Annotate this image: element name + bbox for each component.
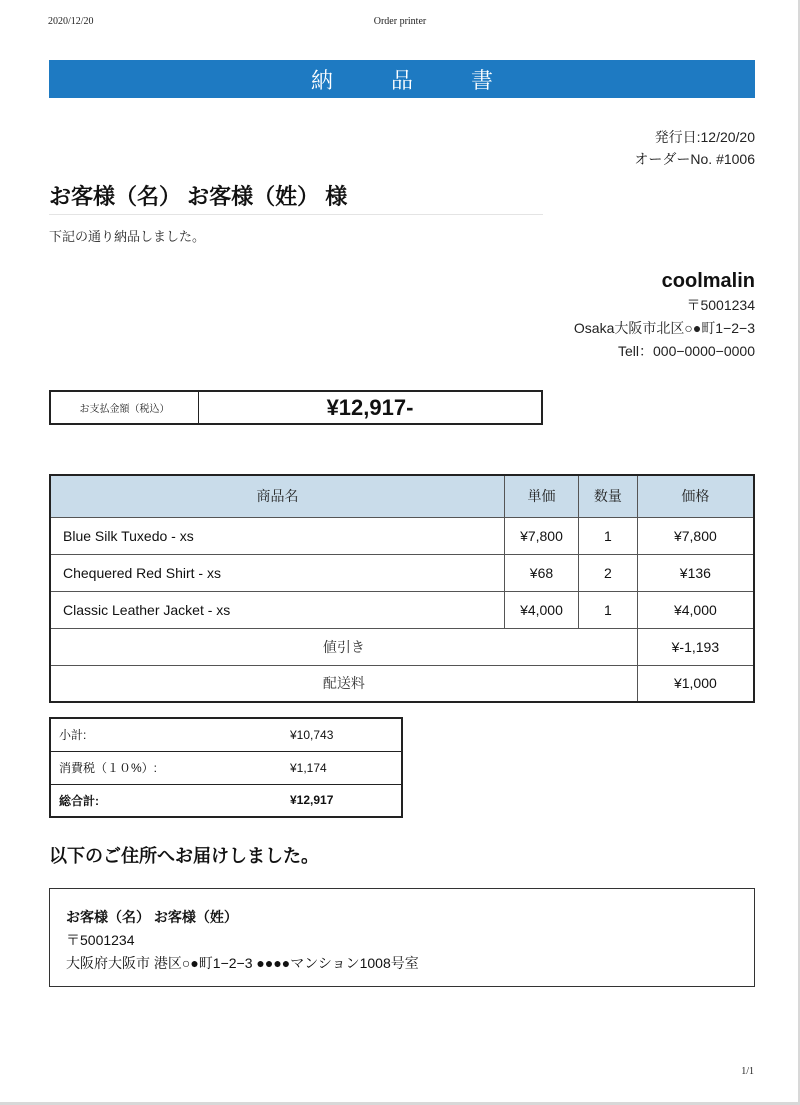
discount-row <box>50 628 754 665</box>
header-unit-price: 単価 <box>505 475 579 517</box>
tax-row <box>50 751 402 784</box>
item-unit-price: ¥68 <box>505 554 579 591</box>
grand-total-value: ¥12,917 <box>290 784 402 817</box>
document-meta <box>634 126 755 170</box>
item-total: ¥136 <box>637 554 754 591</box>
summary-table <box>49 717 403 818</box>
shop-info <box>574 268 755 363</box>
header-product-name: 商品名 <box>50 475 505 517</box>
shop-postal: 〒5001234 <box>686 297 755 313</box>
shipping-label: 配送料 <box>50 665 637 702</box>
page-number: 1/1 <box>741 1066 754 1077</box>
discount-label: 値引き <box>50 628 637 665</box>
delivery-heading: 以下のご住所へお届けしました。 <box>49 846 319 866</box>
grand-total-row <box>50 784 402 817</box>
delivery-postal: 〒5001234 <box>66 932 135 948</box>
table-row <box>50 554 754 591</box>
item-quantity: 2 <box>578 554 637 591</box>
item-quantity: 1 <box>578 591 637 628</box>
shipping-row <box>50 665 754 702</box>
item-unit-price: ¥7,800 <box>505 517 579 554</box>
document-title: 納 品 書 <box>49 60 755 98</box>
delivery-name: お客様（名） お客様（姓） <box>66 909 238 925</box>
print-title: Order printer <box>373 16 427 27</box>
item-name: Chequered Red Shirt - xs <box>50 554 505 591</box>
item-total: ¥7,800 <box>637 517 754 554</box>
subtotal-row <box>50 718 402 751</box>
intro-text: 下記の通り納品しました。 <box>49 229 206 244</box>
shop-name: coolmalin <box>661 270 755 292</box>
tax-value: ¥1,174 <box>290 751 402 784</box>
table-row <box>50 591 754 628</box>
item-quantity: 1 <box>578 517 637 554</box>
delivery-address: 大阪府大阪市 港区○●町1−2−3 ●●●●マンション1008号室 <box>66 955 419 971</box>
item-unit-price: ¥4,000 <box>505 591 579 628</box>
customer-name: お客様（名） お客様（姓） 様 <box>49 184 348 209</box>
customer-divider <box>49 214 543 215</box>
item-name: Classic Leather Jacket - xs <box>50 591 505 628</box>
tax-label: 消費税（１０%）: <box>50 751 290 784</box>
delivery-address-box <box>49 888 755 987</box>
subtotal-label: 小計: <box>50 718 290 751</box>
shipping-value: ¥1,000 <box>637 665 754 702</box>
item-name: Blue Silk Tuxedo - xs <box>50 517 505 554</box>
table-row <box>50 517 754 554</box>
issue-date: 発行日:12/20/20 <box>654 129 755 145</box>
payment-amount-box <box>49 390 543 425</box>
payment-amount: ¥12,917- <box>326 394 414 420</box>
payment-label: お支払金額（税込） <box>51 392 199 423</box>
subtotal-value: ¥10,743 <box>290 718 402 751</box>
items-header-row <box>50 475 754 517</box>
shop-address: Osaka大阪市北区○●町1−2−3 <box>573 320 755 336</box>
header-total: 価格 <box>637 475 754 517</box>
print-header <box>0 16 800 30</box>
discount-value: ¥-1,193 <box>637 628 754 665</box>
header-quantity: 数量 <box>578 475 637 517</box>
grand-total-label: 総合計: <box>50 784 290 817</box>
shop-tel: Tell：000−0000−0000 <box>617 343 755 359</box>
items-table <box>49 474 755 703</box>
item-total: ¥4,000 <box>637 591 754 628</box>
print-date: 2020/12/20 <box>48 16 94 27</box>
order-number: オーダーNo. #1006 <box>634 151 755 167</box>
